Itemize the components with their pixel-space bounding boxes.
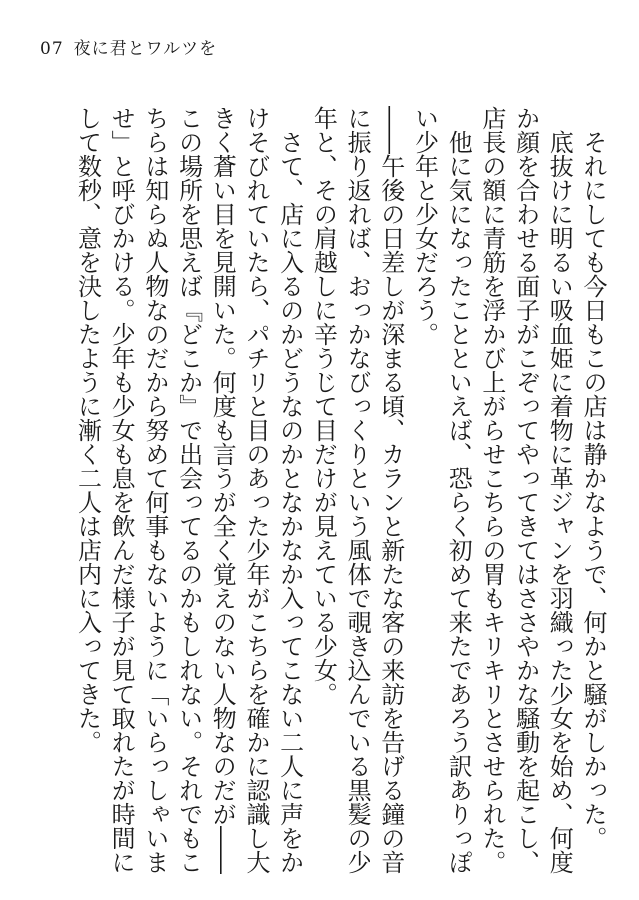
paragraph-1: それにしても今日もこの店は静かなようで、何かと騒がしかった。 <box>579 130 607 850</box>
chapter-title: 夜に君とワルツを <box>73 39 218 59</box>
paragraph-5: さて、店に入るのかどうなのかとなかなか入ってこない二人に声をかけそびれていたら、パチリと目のあった少年がこちらを確かに認識し大きく蒼い目を見開いた。何度も言うが全く覚えのない人物なのだが――この場所を思えば『どこか』で出会ってるのかもしれない。それでもこちらは知らぬ人物なのだから努めて何事もないように「いらっしゃいませ」と呼びかける。少年も少女も息を飲んだ様子が見て取れたが時間にして数秒、意を決したように漸く二人は店内に入ってきた。 <box>73 106 304 874</box>
paragraph-4: ――午後の日差しが深まる頃、カランと新たな客の来訪を告げる鐘の音に振り返れば、おっかなびっくりという風体で覗き込んでいる黒髪の少年と、その肩越しに辛うじて目だけが見えている少女。 <box>309 106 405 874</box>
running-header <box>40 34 217 59</box>
vertical-body-text <box>19 106 609 886</box>
paragraph-2: 底抜けに明るい吸血姫に着物に革ジャンを羽織った少女を始め、何度か顔を合わせる面子がこぞってやってきてはささやかな騒動を起こし、店長の額に青筋を浮かび上がらせこちらの胃もキリキリとさせられた。 <box>477 106 574 874</box>
chapter-number: 07 <box>40 39 64 59</box>
paragraph-3: 他に気になったことといえば、恐らく初めて来たであろう訳ありっぽい少年と少女だろう。 <box>410 106 473 874</box>
